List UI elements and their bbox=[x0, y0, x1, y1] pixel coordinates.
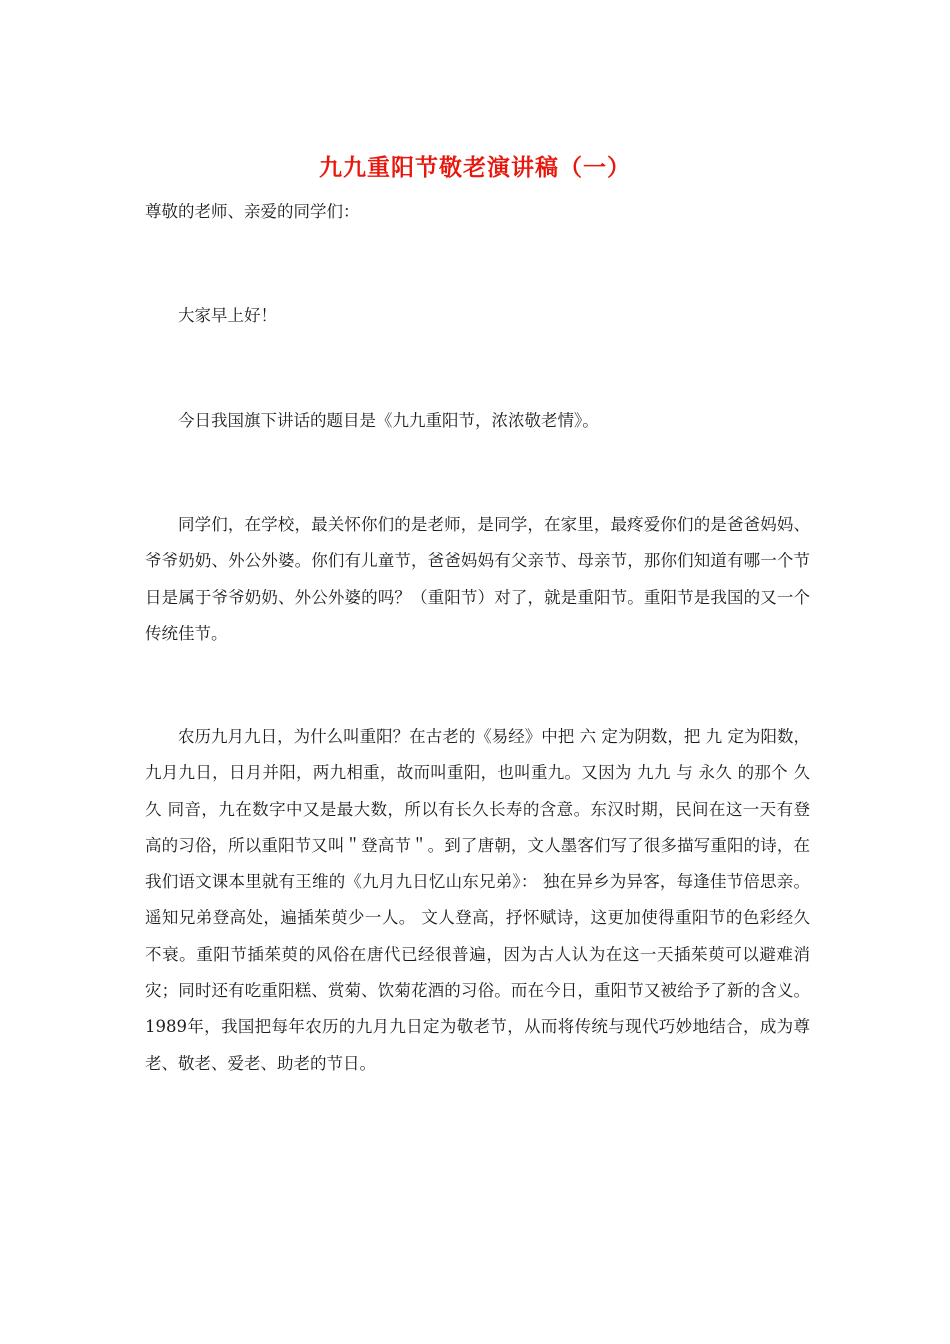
paragraph-history: 农历九月九日，为什么叫重阳？在古老的《易经》中把 六 定为阴数，把 九 定为阳数，九月九日，日月并阳，两九相重，故而叫重阳，也叫重九。又因为 九九 与 永久 的那个 久久 同音，九在数字中又是最大数，所以有长久长寿的含意。东汉时期，民间在这一天有登高的习俗，所以重阳节又叫＂登高节＂。到了唐朝，文人墨客们写了很多描写重阳的诗，在我们语文课本里就有王维的《九月九日忆山东兄弟》： 独在异乡为异客，每逢佳节倍思亲。遥知兄弟登高处，遍插茱萸少一人。 文人登高，抒怀赋诗，这更加使得重阳节的色彩经久不衰。重阳节插茱萸的风俗在唐代已经很普遍，因为古人认为在这一天插茱萸可以避难消灾；同时还有吃重阳糕、赏菊、饮菊花酒的习俗。而在今日，重阳节又被给予了新的含义。1989年，我国把每年农历的九月九日定为敬老节，从而将传统与现代巧妙地结合，成为尊老、敬老、爱老、助老的节日。 bbox=[145, 727, 810, 1073]
document-title: 九九重阳节敬老演讲稿（一） bbox=[319, 154, 631, 181]
paragraph-topic: 今日我国旗下讲话的题目是《九九重阳节，浓浓敬老情》。 bbox=[178, 411, 599, 430]
paragraph-intro: 同学们，在学校，最关怀你们的是老师，是同学，在家里，最疼爱你们的是爸爸妈妈、爷爷奶奶、外公外婆。你们有儿童节，爸爸妈妈有父亲节、母亲节，那你们知道有哪一个节日是属于爷爷奶奶、外公外婆的吗？（重阳节）对了，就是重阳节。重阳节是我国的又一个传统佳节。 bbox=[145, 515, 810, 643]
salutation: 尊敬的老师、亲爱的同学们： bbox=[145, 202, 360, 221]
paragraph-greeting: 大家早上好！ bbox=[178, 306, 277, 325]
